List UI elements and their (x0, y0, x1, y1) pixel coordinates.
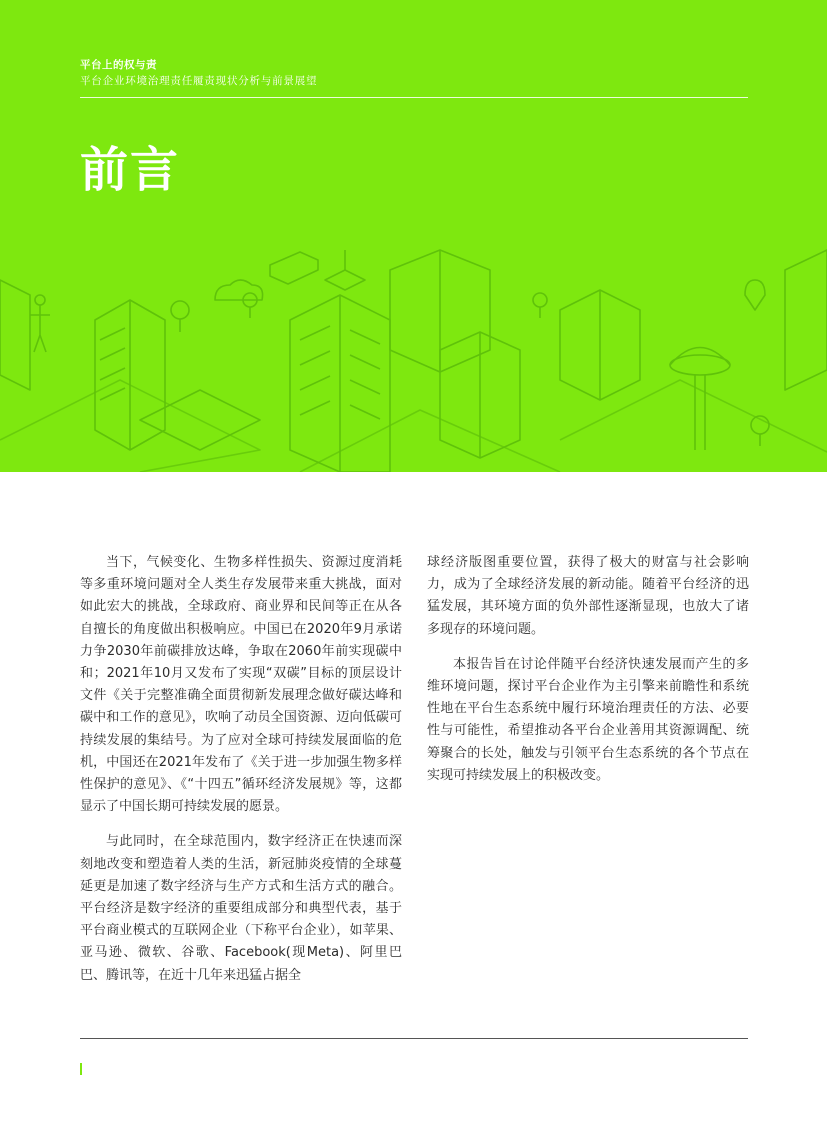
intro-paragraph-2-continued: 球经济版图重要位置，获得了极大的财富与社会影响力，成为了全球经济发展的新动能。随着平台经济的迅猛发展，其环境方面的负外部性逐渐显现，也放大了诸多现存的环境问题。 (427, 555, 749, 637)
report-subtitle: 平台企业环境治理责任履责现状分析与前景展望 (80, 75, 318, 87)
hero-banner (0, 0, 827, 472)
isometric-city-illustration (0, 240, 827, 472)
text-column-right (427, 552, 749, 800)
footer-accent-mark (80, 1063, 82, 1075)
intro-paragraph-2: 与此同时，在全球范围内，数字经济正在快速而深刻地改变和塑造着人类的生活，新冠肺炎疫情的全球蔓延更是加速了数字经济与生产方式和生活方式的融合。平台经济是数字经济的重要组成部分和典型代表，基于平台商业模式的互联网企业（下称平台企业），如苹果、亚马逊、微软、谷歌、Facebook(现Meta)、阿里巴巴、腾讯等，在近十几年来迅猛占据全 (80, 834, 402, 983)
footer-divider (80, 1038, 748, 1039)
intro-paragraph-1: 当下，气候变化、生物多样性损失、资源过度消耗等多重环境问题对全人类生存发展带来重大挑战，面对如此宏大的挑战，全球政府、商业界和民间等正在从各自擅长的角度做出积极响应。中国已在2020年9月承诺力争2030年前碳排放达峰，争取在2060年前实现碳中和；2021年10月又发布了实现“双碳”目标的顶层设计文件《关于完整准确全面贯彻新发展理念做好碳达峰和碳中和工作的意见》，吹响了动员全国资源、迈向低碳可持续发展的集结号。为了应对全球可持续发展面临的危机，中国还在2021年发布了《关于进一步加强生物多样性保护的意见》、《“十四五”循环经济发展规》等，这都显示了中国长期可持续发展的愿景。 (80, 555, 402, 815)
text-column-left (80, 552, 402, 1000)
intro-paragraph-3: 本报告旨在讨论伴随平台经济快速发展而产生的多维环境问题，探讨平台企业作为主引擎来前瞻性和系统性地在平台生态系统中履行环境治理责任的方法、必要性与可能性，希望推动各平台企业善用其资源调配、统筹聚合的长处，触发与引领平台生态系统的各个节点在实现可持续发展上的积极改变。 (427, 656, 749, 783)
page-title: 前言 (80, 142, 181, 198)
header-divider (80, 97, 748, 98)
report-title: 平台上的权与责 (80, 59, 157, 71)
